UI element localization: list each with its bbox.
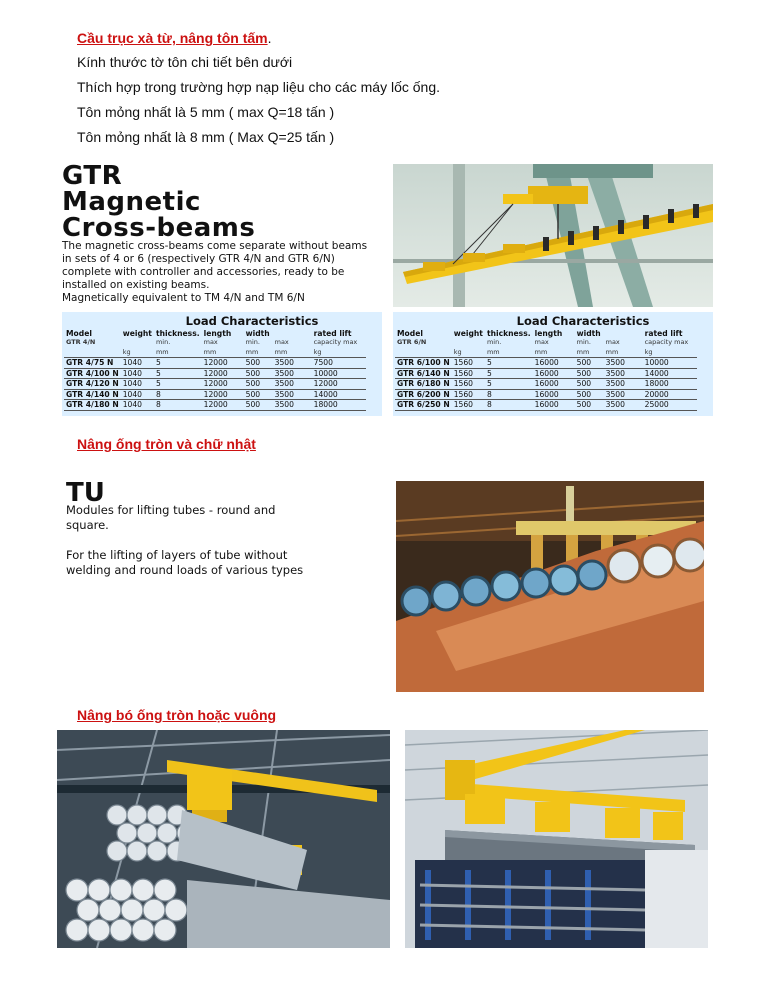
col-rated: rated lift xyxy=(313,329,352,338)
unit-length: mm xyxy=(533,348,575,358)
cell-rated: 10000 xyxy=(312,368,366,379)
cell-wmax: 3500 xyxy=(273,368,312,379)
cell-wmin: 500 xyxy=(244,379,273,390)
thick-sub: min. xyxy=(155,338,171,346)
table-subheader-row xyxy=(395,338,697,348)
tubes-lifting-photo xyxy=(396,481,704,692)
cell-wmax: 3500 xyxy=(273,389,312,400)
cell-weight: 1040 xyxy=(121,400,154,411)
intro-line: Thích hợp trong trường hợp nạp liệu cho các máy lốc ống. xyxy=(77,79,440,95)
cell-model: GTR 4/75 N xyxy=(64,358,121,369)
cell-rated: 7500 xyxy=(312,358,366,369)
gantry-crane-photo xyxy=(393,164,713,307)
cell-wmax: 3500 xyxy=(273,358,312,369)
cell-thickness: 8 xyxy=(485,400,533,411)
col-length: length xyxy=(534,329,563,338)
cell-length: 12000 xyxy=(202,400,244,411)
cell-model: GTR 4/140 N xyxy=(66,389,119,399)
section-1-heading xyxy=(77,28,272,48)
cell-weight: 1560 xyxy=(452,400,485,411)
cell-wmin: 500 xyxy=(244,400,273,411)
length-sub: max xyxy=(203,338,218,346)
cell-length: 12000 xyxy=(202,358,244,369)
col-width-blank xyxy=(273,329,312,338)
gtr-desc-line: in sets of 4 or 6 (respectively GTR 4/N and GTR 6/N) xyxy=(62,253,335,265)
tu-desc-line: welding and round loads of various types xyxy=(66,563,304,577)
tubes-lifting-image xyxy=(396,481,704,692)
thick-sub: min. xyxy=(486,338,502,346)
rated-sub: capacity max xyxy=(313,338,358,346)
tu-desc-line: Modules for lifting tubes - round and xyxy=(66,503,276,517)
unit-width-max: mm xyxy=(604,348,643,358)
cell-weight: 1560 xyxy=(452,368,485,379)
table-subheader-row xyxy=(64,338,366,348)
table-row xyxy=(395,368,697,379)
cell-thickness: 5 xyxy=(154,368,202,379)
blank-cell xyxy=(395,348,452,358)
load-table-gtr4 xyxy=(62,312,382,416)
table-row xyxy=(64,389,366,400)
cell-thickness: 8 xyxy=(154,389,202,400)
gtr-desc-line: installed on existing beams. xyxy=(62,279,210,291)
cell-wmin: 500 xyxy=(575,379,604,390)
model-sub: GTR 6/N xyxy=(397,338,427,346)
tu-heading: TU xyxy=(66,478,105,508)
cell-weight: 1040 xyxy=(121,389,154,400)
cell-wmin: 500 xyxy=(575,368,604,379)
gtr-heading-line: GTR xyxy=(62,161,123,191)
col-weight: weight xyxy=(122,329,152,338)
cell-model: GTR 4/180 N xyxy=(66,400,119,409)
cell-weight: 1560 xyxy=(452,379,485,390)
col-width: width xyxy=(576,329,601,338)
unit-thickness: mm xyxy=(154,348,202,358)
cell-thickness: 8 xyxy=(485,389,533,400)
section-3-heading xyxy=(77,707,276,725)
cell-length: 12000 xyxy=(202,389,244,400)
section-3-title: Nâng bó ống tròn hoặc vuông xyxy=(77,707,277,723)
cell-thickness: 5 xyxy=(485,368,533,379)
gtr-heading-line: Magnetic xyxy=(62,187,201,217)
width-min-sub: min. xyxy=(576,338,591,346)
col-width-blank xyxy=(604,329,643,338)
cell-wmax: 3500 xyxy=(604,389,643,400)
cell-rated: 25000 xyxy=(643,400,697,411)
unit-width-min: mm xyxy=(244,348,273,358)
cell-model: GTR 4/120 N xyxy=(66,379,119,388)
cell-thickness: 8 xyxy=(154,400,202,411)
cell-length: 16000 xyxy=(533,358,575,369)
table-row xyxy=(64,368,366,379)
blank-cell xyxy=(121,338,154,348)
cell-rated: 14000 xyxy=(312,389,366,400)
cell-rated: 18000 xyxy=(643,379,697,390)
unit-rated: kg xyxy=(643,348,697,358)
load-table xyxy=(395,329,697,411)
tube-bundle-image-left xyxy=(57,730,390,948)
cell-thickness: 5 xyxy=(154,358,202,369)
cell-wmin: 500 xyxy=(244,358,273,369)
cell-weight: 1560 xyxy=(452,358,485,369)
cell-wmin: 500 xyxy=(575,358,604,369)
unit-weight: kg xyxy=(121,348,154,358)
section-1-text xyxy=(77,52,677,147)
width-min-sub: min. xyxy=(245,338,260,346)
width-max-sub: max xyxy=(605,338,620,346)
cell-length: 16000 xyxy=(533,379,575,390)
table-row xyxy=(64,358,366,369)
table-row xyxy=(64,400,366,411)
cell-weight: 1040 xyxy=(121,379,154,390)
cell-model: GTR 6/180 N xyxy=(397,379,450,388)
cell-wmin: 500 xyxy=(244,389,273,400)
table-header-row xyxy=(395,329,697,338)
unit-thickness: mm xyxy=(485,348,533,358)
col-model: Model xyxy=(397,329,423,338)
cell-wmax: 3500 xyxy=(604,379,643,390)
cell-length: 12000 xyxy=(202,379,244,390)
table-row xyxy=(395,379,697,390)
section-2-heading xyxy=(77,436,256,454)
model-sub: GTR 4/N xyxy=(66,338,96,346)
gtr-desc-line: complete with controller and accessories, ready to be xyxy=(62,266,345,278)
tu-desc-line: For the lifting of layers of tube without xyxy=(66,548,288,562)
width-max-sub: max xyxy=(274,338,289,346)
unit-weight: kg xyxy=(452,348,485,358)
gtr-description xyxy=(62,240,392,305)
cell-rated: 14000 xyxy=(643,368,697,379)
cell-length: 12000 xyxy=(202,368,244,379)
blank-cell xyxy=(64,348,121,358)
cell-rated: 18000 xyxy=(312,400,366,411)
cell-length: 16000 xyxy=(533,400,575,411)
cell-rated: 10000 xyxy=(643,358,697,369)
unit-length: mm xyxy=(202,348,244,358)
cell-wmin: 500 xyxy=(244,368,273,379)
table-header-row xyxy=(64,329,366,338)
cell-model: GTR 6/140 N xyxy=(397,368,450,378)
cell-wmax: 3500 xyxy=(604,358,643,369)
unit-rated: kg xyxy=(312,348,366,358)
section-1-title: Cầu trục xà từ, nâng tôn tấm xyxy=(77,30,268,46)
cell-model: GTR 6/250 N xyxy=(397,400,450,409)
intro-line: Tôn mỏng nhất là 5 mm ( max Q=18 tấn ) xyxy=(77,104,335,120)
table-units-row xyxy=(395,348,697,358)
load-table-title: Load Characteristics xyxy=(516,314,650,328)
cell-weight: 1040 xyxy=(121,358,154,369)
tube-bundle-photo-left xyxy=(57,730,390,948)
cell-thickness: 5 xyxy=(154,379,202,390)
cell-rated: 12000 xyxy=(312,379,366,390)
cell-weight: 1560 xyxy=(452,389,485,400)
col-thickness: thickness. xyxy=(155,329,200,338)
gtr-desc-line: The magnetic cross-beams come separate without beams xyxy=(62,240,368,252)
cell-wmax: 3500 xyxy=(604,400,643,411)
intro-line: Tôn mỏng nhất là 8 mm ( Max Q=25 tấn ) xyxy=(77,129,335,145)
cell-length: 16000 xyxy=(533,368,575,379)
cell-wmin: 500 xyxy=(575,400,604,411)
col-rated: rated lift xyxy=(644,329,683,338)
unit-width-max: mm xyxy=(273,348,312,358)
rated-sub: capacity max xyxy=(644,338,689,346)
cell-wmax: 3500 xyxy=(273,379,312,390)
gtr-heading xyxy=(62,163,255,241)
load-table-gtr6 xyxy=(393,312,713,416)
cell-length: 16000 xyxy=(533,389,575,400)
tu-desc-line: square. xyxy=(66,518,109,532)
section-2-title: Nâng ống tròn và chữ nhật xyxy=(77,436,256,452)
cell-weight: 1040 xyxy=(121,368,154,379)
gtr-desc-line: Magnetically equivalent to TM 4/N and TM 6/N xyxy=(62,292,305,304)
intro-line: Kính thước tờ tôn chi tiết bên dưới xyxy=(77,54,293,70)
table-row xyxy=(64,379,366,390)
table-row xyxy=(395,389,697,400)
cell-model: GTR 6/100 N xyxy=(397,358,450,367)
gtr-heading-line: Cross-beams xyxy=(62,213,256,243)
cell-wmax: 3500 xyxy=(604,368,643,379)
blank-cell xyxy=(452,338,485,348)
col-weight: weight xyxy=(453,329,483,338)
tu-description xyxy=(66,503,386,578)
load-table xyxy=(64,329,366,411)
table-row xyxy=(395,358,697,369)
gantry-crane-image xyxy=(393,164,713,307)
unit-width-min: mm xyxy=(575,348,604,358)
col-model: Model xyxy=(66,329,92,338)
cell-wmax: 3500 xyxy=(273,400,312,411)
section-1-title-suffix: . xyxy=(267,30,272,46)
col-width: width xyxy=(245,329,270,338)
col-thickness: thickness. xyxy=(486,329,531,338)
cell-rated: 20000 xyxy=(643,389,697,400)
tube-bundle-photo-right xyxy=(405,730,708,948)
cell-wmin: 500 xyxy=(575,389,604,400)
length-sub: max xyxy=(534,338,549,346)
cell-thickness: 5 xyxy=(485,358,533,369)
cell-model: GTR 6/200 N xyxy=(397,389,450,399)
table-row xyxy=(395,400,697,411)
cell-thickness: 5 xyxy=(485,379,533,390)
cell-model: GTR 4/100 N xyxy=(66,368,119,378)
col-length: length xyxy=(203,329,232,338)
tube-bundle-image-right xyxy=(405,730,708,948)
load-table-title: Load Characteristics xyxy=(185,314,319,328)
table-units-row xyxy=(64,348,366,358)
